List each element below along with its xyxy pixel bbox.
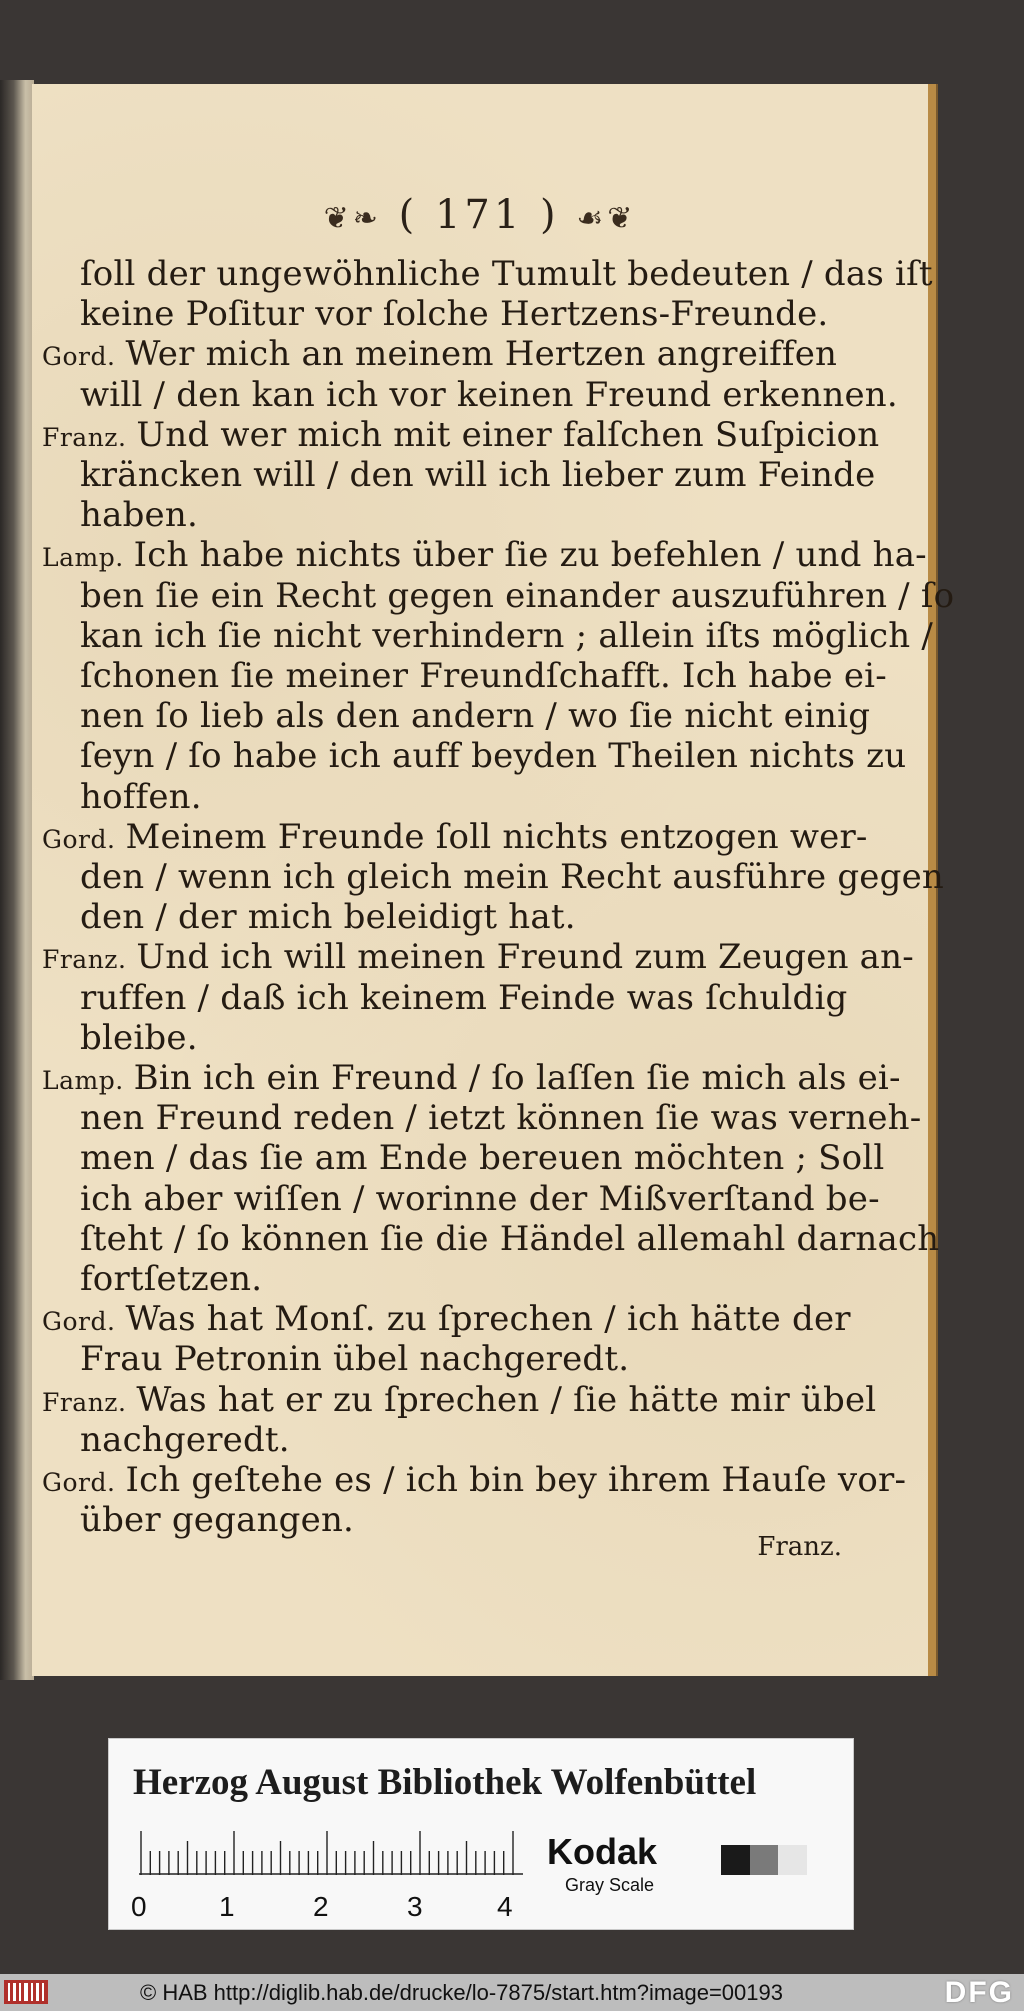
- line-text: Ich geſtehe es / ich bin bey ihrem Hauſe vor-: [125, 1460, 907, 1500]
- line-text: Und ich will meinen Freund zum Zeugen an-: [136, 937, 914, 978]
- line-text: Und wer mich mit einer falſchen Suſpicion: [136, 414, 880, 455]
- text-line: [42, 334, 837, 374]
- speaker-name: Gord.: [42, 824, 116, 854]
- library-color-card: [108, 1738, 854, 1930]
- line-text: Was hat er zu ſprechen / ſie hätte mir übel: [136, 1379, 877, 1420]
- ruler-number: 1: [219, 1891, 235, 1922]
- page-header: [32, 192, 928, 238]
- line-text: haben.: [80, 495, 198, 536]
- ruler-number: 4: [497, 1891, 513, 1922]
- swatch-gray: [750, 1845, 779, 1875]
- line-text: Meinem Freunde ſoll nichts entzogen wer-: [125, 816, 868, 857]
- speaker-name: Gord.: [42, 1468, 116, 1497]
- line-text: ruffen / daß ich keinem Feinde was ſchuldig: [80, 977, 848, 1018]
- text-line: [42, 817, 868, 857]
- footer-bar: [0, 1974, 1024, 2011]
- line-text: Bin ich ein Freund / ſo laſſen ſie mich als ei-: [133, 1058, 901, 1098]
- ornament-right-icon: ☙❦: [576, 201, 637, 236]
- speaker-name: Franz.: [42, 1387, 127, 1417]
- speaker-name: Franz.: [42, 945, 127, 975]
- kodak-logo: Kodak: [547, 1831, 658, 1872]
- line-text: über gegangen.: [80, 1500, 355, 1541]
- line-text: hoffen.: [80, 776, 202, 817]
- text-line: [80, 978, 848, 1018]
- text-line: [80, 294, 828, 334]
- line-text: ſeyn / ſo habe ich auff beyden Theilen nichts zu: [80, 736, 907, 777]
- ruler-scale: [139, 1831, 523, 1875]
- swatch-white: [778, 1845, 807, 1875]
- line-text: ich aber wiſſen / worinne der Mißverſtand be-: [80, 1178, 880, 1219]
- line-text: den / der mich beleidigt hat.: [80, 897, 576, 938]
- text-line: [80, 897, 576, 937]
- text-line: [42, 1460, 906, 1500]
- text-line: [80, 696, 870, 736]
- speaker-name: Gord.: [42, 1307, 116, 1337]
- line-text: nachgeredt.: [80, 1419, 290, 1460]
- line-text: Frau Petronin übel nachgeredt.: [80, 1339, 630, 1380]
- line-text: fortſetzen.: [80, 1259, 263, 1299]
- line-text: bleibe.: [80, 1017, 198, 1058]
- text-line: [42, 535, 927, 575]
- ruler-number: 3: [407, 1891, 423, 1922]
- text-line: [80, 254, 933, 294]
- ornament-left-icon: ❦❧: [323, 201, 382, 236]
- copyright-text: © HAB http://diglib.hab.de/drucke/lo-7875/start.htm?image=00193: [140, 1980, 783, 2005]
- text-line: [80, 1339, 629, 1379]
- book-page: [32, 84, 955, 1676]
- library-name: Herzog August Bibliothek Wolfenbüttel: [133, 1762, 757, 1803]
- text-line: [80, 455, 875, 495]
- speaker-name: Lamp.: [42, 1066, 124, 1095]
- text-line: [80, 616, 933, 656]
- text-line: [80, 1500, 354, 1540]
- ruler-number: 0: [131, 1891, 147, 1922]
- text-line: [80, 1420, 290, 1460]
- text-line: [80, 1098, 921, 1138]
- text-line: [80, 1138, 884, 1178]
- text-line: [80, 1018, 198, 1058]
- book-spine-edge: [0, 80, 34, 1680]
- swatch-black: [721, 1845, 750, 1875]
- line-text: men / das ſie am Ende bereuen möchten ; Soll: [80, 1138, 885, 1179]
- line-text: Was hat Monſ. zu ſprechen / ich hätte der: [125, 1299, 851, 1340]
- text-line: [80, 375, 898, 415]
- gray-scale-label: Gray Scale: [565, 1875, 655, 1895]
- text-line: [80, 857, 944, 897]
- barcode-logo-icon: [4, 1980, 48, 2004]
- line-text: kräncken will / den will ich lieber zum Feinde: [80, 455, 876, 495]
- text-line: [80, 576, 954, 616]
- line-text: ſteht / ſo können ſie die Händel allemahl darnach: [80, 1218, 940, 1259]
- page-number: ( 171 ): [398, 192, 560, 238]
- text-line: [42, 1058, 901, 1098]
- text-line: [80, 1179, 880, 1219]
- catchword: Franz.: [757, 1532, 842, 1562]
- line-text: ſoll der ungewöhnliche Tumult bedeuten / das iſt: [80, 254, 933, 294]
- line-text: Ich habe nichts über ſie zu befehlen / und ha-: [133, 535, 927, 576]
- line-text: nen ſo lieb als den andern / wo ſie nicht einig: [80, 696, 871, 737]
- text-line: [80, 1259, 262, 1299]
- line-text: will / den kan ich vor keinen Freund erkennen.: [80, 374, 898, 415]
- speaker-name: Gord.: [42, 342, 116, 372]
- text-line: [42, 415, 879, 455]
- line-text: Wer mich an meinem Hertzen angreiffen: [125, 334, 838, 375]
- line-text: den / wenn ich gleich mein Recht ausführe gegen: [80, 857, 944, 897]
- ruler-number: 2: [313, 1891, 329, 1922]
- text-line: [42, 937, 914, 977]
- line-text: keine Poſitur vor ſolche Hertzens-Freunde.: [80, 294, 829, 335]
- line-text: ben ſie ein Recht gegen einander auszuführen / ſo: [80, 575, 955, 616]
- dfg-logo: DFG: [944, 1976, 1014, 2009]
- text-line: [42, 1380, 876, 1420]
- line-text: ſchonen ſie meiner Freundſchafft. Ich habe ei-: [80, 656, 887, 696]
- line-text: kan ich ſie nicht verhindern ; allein iſts möglich /: [80, 615, 934, 656]
- line-text: nen Freund reden / ietzt können ſie was verneh-: [80, 1098, 922, 1139]
- gray-scale-swatches: [721, 1845, 807, 1875]
- text-line: [80, 1219, 939, 1259]
- speaker-name: Lamp.: [42, 543, 124, 573]
- text-line: [80, 777, 202, 817]
- speaker-name: Franz.: [42, 422, 127, 452]
- text-line: [80, 495, 198, 535]
- text-line: [80, 736, 906, 776]
- text-line: [80, 656, 887, 696]
- text-line: [42, 1299, 851, 1339]
